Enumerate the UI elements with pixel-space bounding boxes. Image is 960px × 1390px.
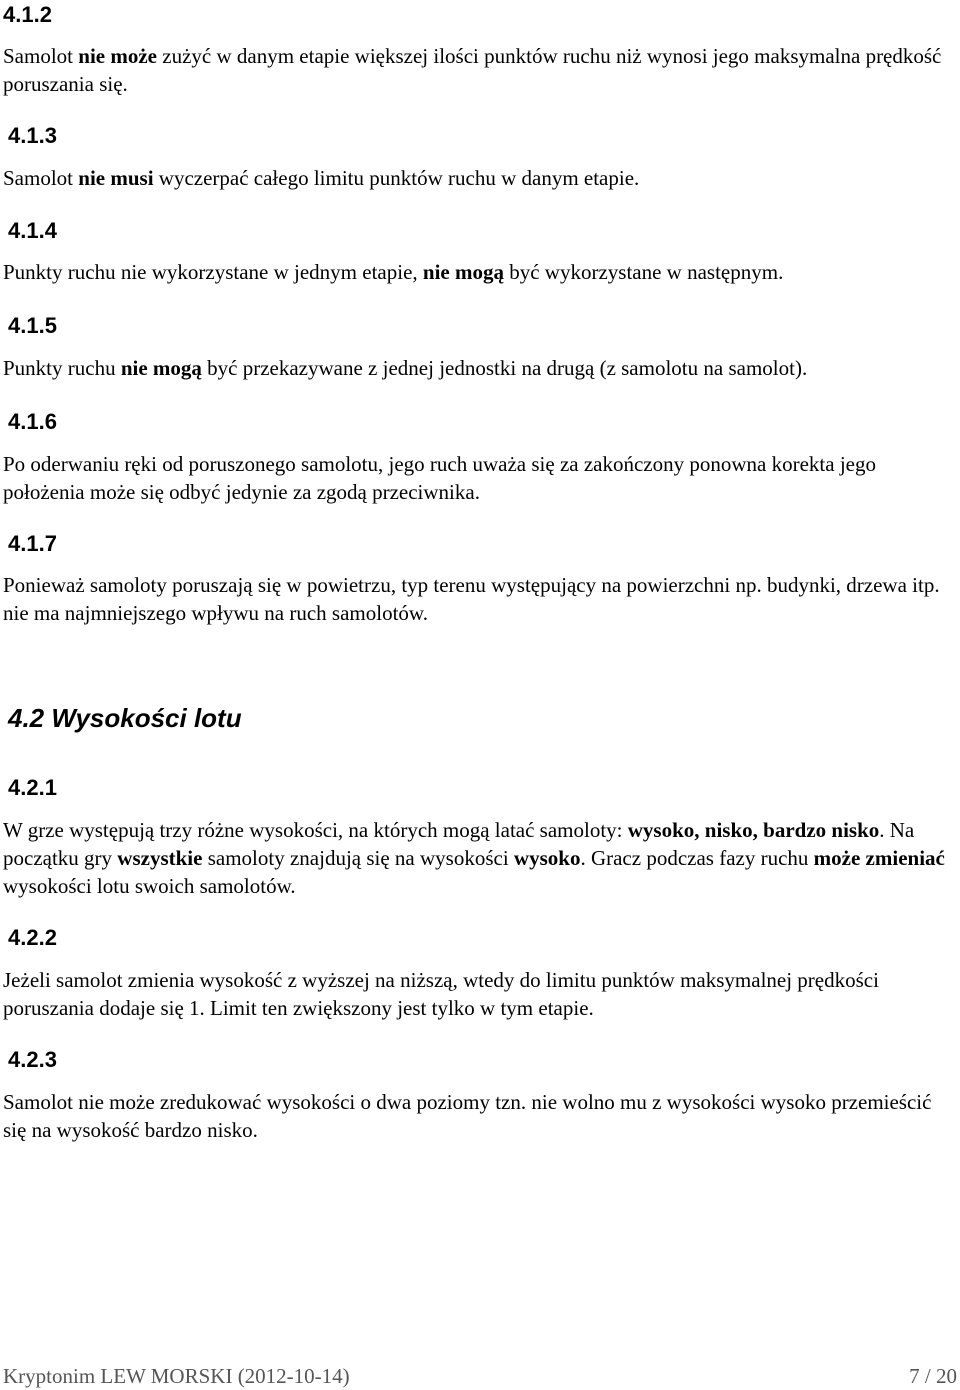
section-heading-4-2-2: 4.2.2 (8, 925, 57, 950)
section-heading-4-1-5: 4.1.5 (8, 313, 57, 338)
section-text-4-1-5 (3, 354, 957, 382)
text-run: . Na początku gry (3, 818, 915, 870)
section-title-4-2: 4.2 Wysokości lotu (8, 703, 242, 733)
text-run: Samolot (3, 166, 79, 190)
bold-run: nie może (78, 44, 157, 68)
page-footer (3, 1362, 957, 1390)
section-text-4-1-2 (3, 42, 957, 98)
text-run: Punkty ruchu nie wykorzystane w jednym etapie, (3, 260, 423, 284)
text-run: wysokości lotu swoich samolotów. (3, 874, 296, 898)
section-heading-4-1-7: 4.1.7 (8, 531, 57, 556)
section-heading-4-1-3: 4.1.3 (8, 123, 57, 148)
section-heading-4-1-2: 4.1.2 (3, 2, 52, 27)
text-run: Samolot (3, 44, 79, 68)
footer-document-title: Kryptonim LEW MORSKI (2012-10-14) (3, 1364, 350, 1388)
section-text-4-1-3 (3, 164, 957, 192)
section-text-4-1-6: Po oderwaniu ręki od poruszonego samolotu, jego ruch uważa się za zakończony ponowna korekta jego położenia może się odbyć jedynie za zgodą przeciwnika. (3, 452, 876, 504)
section-heading-4-2-3: 4.2.3 (8, 1047, 57, 1072)
bold-run: wszystkie (117, 846, 203, 870)
section-text-4-1-4 (3, 258, 957, 286)
text-run: wyczerpać całego limitu punktów ruchu w danym etapie. (153, 166, 640, 190)
text-run: samoloty znajdują się na wysokości (202, 846, 514, 870)
bold-run: nie musi (78, 166, 154, 190)
footer-page-number: 7 / 20 (909, 1364, 957, 1388)
section-text-4-2-2: Jeżeli samolot zmienia wysokość z wyższej na niższą, wtedy do limitu punktów maksymalnej prędkości poruszania dodaje się 1. Limit ten zwiększony jest tylko w tym etapie. (3, 968, 879, 1020)
text-run: . Gracz podczas fazy ruchu (580, 846, 814, 870)
bold-run: wysoko (513, 846, 581, 870)
section-heading-4-1-6: 4.1.6 (8, 409, 57, 434)
bold-run: nie mogą (422, 260, 504, 284)
text-run: zużyć w danym etapie większej ilości punktów ruchu niż wynosi jego maksymalna prędkość poruszania się. (3, 44, 942, 96)
section-text-4-2-1 (3, 816, 957, 900)
text-run: być przekazywane z jednej jednostki na drugą (z samolotu na samolot). (201, 356, 808, 380)
section-heading-4-2-1: 4.2.1 (8, 775, 57, 800)
section-text-4-1-7: Ponieważ samoloty poruszają się w powietrzu, typ terenu występujący na powierzchni np. budynki, drzewa itp. nie ma najmniejszego wpływu na ruch samolotów. (3, 573, 940, 625)
text-run: Punkty ruchu (3, 356, 121, 380)
section-heading-4-1-4: 4.1.4 (8, 218, 57, 243)
text-run: być wykorzystane w następnym. (503, 260, 784, 284)
bold-run: wysoko, nisko, bardzo nisko (627, 818, 880, 842)
section-text-4-2-3: Samolot nie może zredukować wysokości o dwa poziomy tzn. nie wolno mu z wysokości wysoko przemieścić się na wysokość bardzo nisko. (3, 1090, 932, 1142)
text-run: W grze występują trzy różne wysokości, na których mogą latać samoloty: (3, 818, 628, 842)
bold-run: może zmieniać (813, 846, 945, 870)
bold-run: nie mogą (120, 356, 202, 380)
